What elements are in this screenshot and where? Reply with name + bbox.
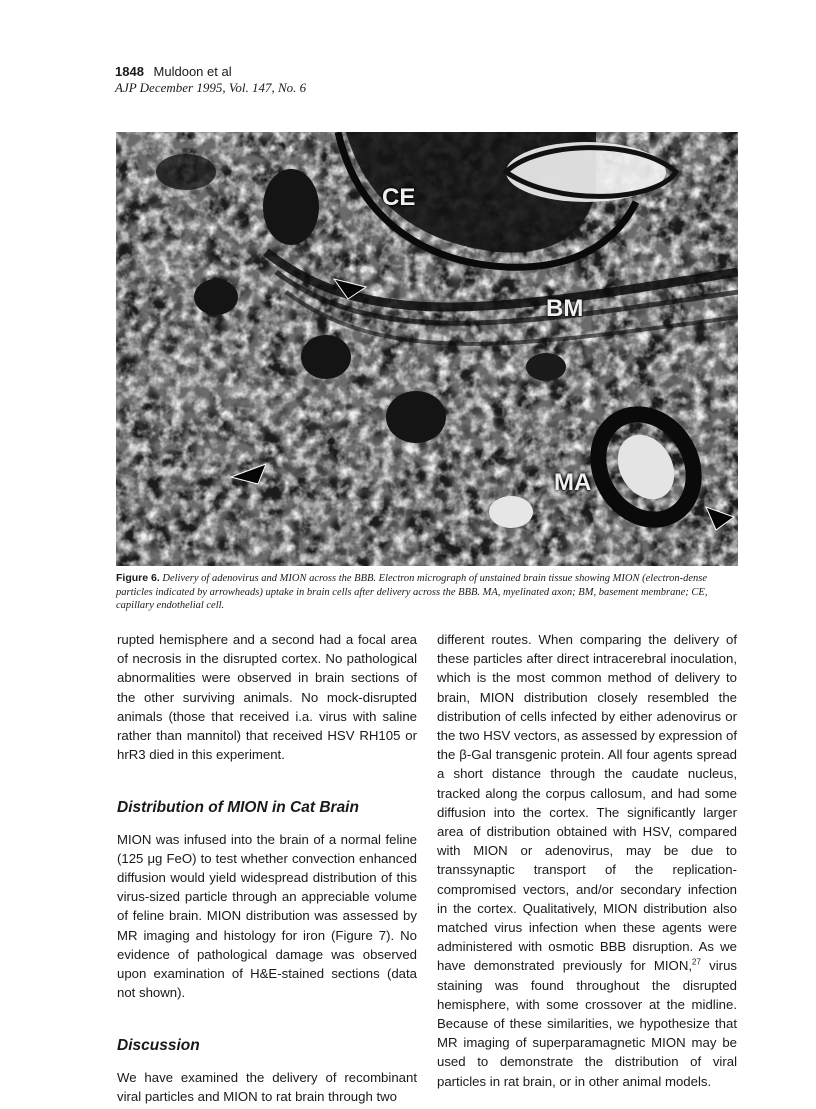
section-heading: Discussion — [117, 1037, 200, 1055]
page-number: 1848 — [115, 64, 144, 79]
paragraph-text: virus staining was found throughout the disrupted hemisphere, with some crossover at the midline. Because of these similarities, we hypothesize that MR imaging of superparamagnetic MION may be used to demonstrate the distribution of viral particles in rat brain, or in other animal models. — [437, 958, 737, 1089]
paragraph: MION was infused into the brain of a normal feline (125 μg FeO) to test whether convection enhanced diffusion would yield widespread distribution of this virus-sized particle through an appreciable volume of feline brain. MION distribution was assessed by MR imaging and histology for iron (Figure 7). No evidence of pathological damage was observed upon examination of H&E-stained sections (data not shown). — [117, 831, 417, 1001]
label-ma: MA — [554, 469, 592, 496]
right-column — [437, 630, 737, 1091]
label-ce: CE — [382, 184, 416, 211]
label-bm: BM — [546, 295, 584, 322]
electron-micrograph — [116, 132, 738, 566]
paragraph: We have examined the delivery of recombinant viral particles and MION to rat brain through two — [117, 1069, 417, 1104]
left-column — [117, 630, 417, 1106]
caption-text: Delivery of adenovirus and MION across the BBB. Electron micrograph of unstained brain tissue showing MION (electron-dense particles indicated by arrowheads) uptake in brain cells after delivery across the BBB. MA, myelinated axon; BM, basement membrane; CE, capillary endothelial cell. — [116, 573, 708, 611]
reference-superscript: 27 — [692, 958, 701, 968]
author-line: Muldoon et al — [153, 64, 232, 79]
section-heading: Distribution of MION in Cat Brain — [117, 799, 359, 817]
figure-caption — [116, 572, 738, 613]
paragraph-text: different routes. When comparing the delivery of these particles after direct intracerebral inoculation, which is the most common method of delivery to brain, MION distribution closely resembled the distribution of cells infected by either adenovirus or the two HSV vectors, as assessed by expression of the β-Gal transgenic protein. All four agents spread a short distance through the caudate nucleus, tracked along the corpus callosum, and had some diffusion into the cortex. The significantly larger area of distribution obtained with HSV, compared with MION or adenovirus, may be due to transsynaptic transport of the replication-compromised vectors, and/or secondary infection in the cortex. Qualitatively, MION distribution also matched virus infection when these agents were administered with osmotic BBB disruption. As we have demonstrated previously for MION, — [437, 632, 737, 974]
micrograph-image — [116, 132, 738, 566]
paragraph — [437, 630, 737, 1091]
paragraph: rupted hemisphere and a second had a focal area of necrosis in the disrupted cortex. No pathological abnormalities were observed in brain sections of the other surviving animals. No mock-disrupted animals (those that received i.a. virus with saline rather than mannitol) that received HSV RH105 or hrR3 died in this experiment. — [117, 632, 417, 763]
journal-citation: AJP December 1995, Vol. 147, No. 6 — [115, 80, 307, 95]
caption-label: Figure 6. — [116, 572, 160, 584]
running-header — [115, 64, 306, 96]
